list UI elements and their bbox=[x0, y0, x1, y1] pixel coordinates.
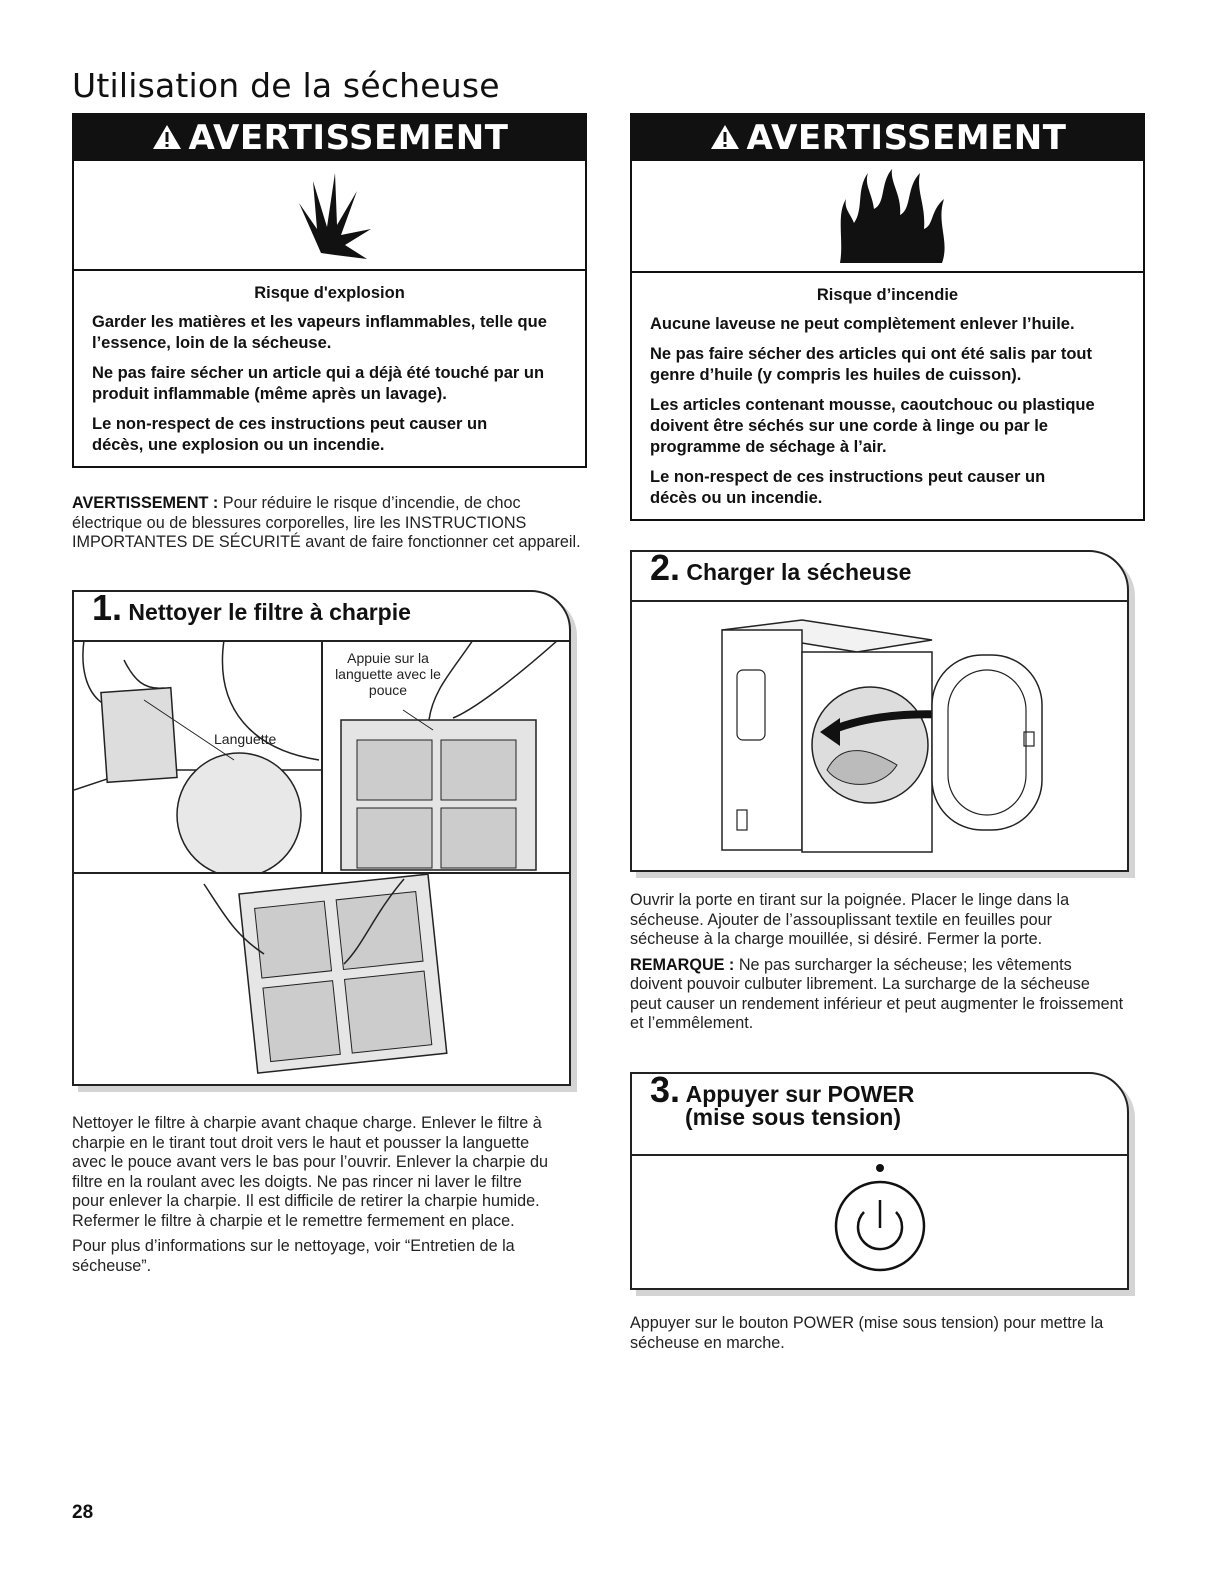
power-button-illustration bbox=[632, 1154, 1127, 1286]
step2-title: Charger la sécheuse bbox=[686, 559, 912, 585]
step3-title-line1: Appuyer sur POWER bbox=[685, 1081, 915, 1107]
step3-title-line2: (mise sous tension) bbox=[685, 1104, 901, 1130]
page-title: Utilisation de la sécheuse bbox=[72, 66, 500, 105]
warning-line: Ne pas faire sécher des articles qui ont été salis par tout genre d’huile (y compris les huiles de cuisson). bbox=[650, 345, 1092, 384]
step2-note-label: REMARQUE : bbox=[630, 955, 735, 974]
step1-panel bbox=[72, 587, 571, 1086]
warning-risk-title: Risque d'explosion bbox=[254, 284, 405, 302]
warning-line: Aucune laveuse ne peut complètement enlever l’huile. bbox=[650, 315, 1075, 333]
dryer-loading-illustration bbox=[632, 600, 1127, 868]
step1-title: Nettoyer le filtre à charpie bbox=[128, 599, 411, 625]
fire-icon bbox=[632, 161, 1143, 273]
step2-number: 2. bbox=[650, 547, 681, 588]
thumb-callout-label: Appuie sur la languette avec le pouce bbox=[335, 650, 441, 698]
step3-number: 3. bbox=[650, 1069, 681, 1110]
step1-paragraph: Pour plus d’informations sur le nettoyage, voir “Entretien de la sécheuse”. bbox=[72, 1237, 515, 1275]
warning-triangle-icon bbox=[709, 123, 741, 151]
step2-panel bbox=[630, 547, 1129, 872]
step2-paragraph: Ouvrir la porte en tirant sur la poignée. Placer le linge dans la sécheuse. Ajouter de l’assouplissant textile en feuilles pour sécheuse à la charge mouillée, si désiré. Fermer la porte. bbox=[630, 891, 1070, 948]
warning-line: Garder les matières et les vapeurs inflammables, telle que l’essence, loin de la sécheuse. bbox=[92, 313, 547, 352]
step1-number: 1. bbox=[92, 587, 123, 628]
power-icon bbox=[836, 1182, 924, 1270]
warning-line: Le non-respect de ces instructions peut causer un décès ou un incendie. bbox=[650, 468, 1046, 507]
tab-callout-label: Languette bbox=[214, 731, 277, 747]
lint-filter-removal-illustration bbox=[74, 640, 323, 874]
step3-panel bbox=[630, 1069, 1129, 1290]
warning-explosion-box bbox=[72, 113, 587, 468]
thumb-tab-illustration bbox=[323, 640, 569, 874]
warning-line: Le non-respect de ces instructions peut causer un décès, une explosion ou un incendie. bbox=[92, 415, 488, 454]
warning-header: AVERTISSEMENT bbox=[632, 115, 1143, 161]
warning-header: AVERTISSEMENT bbox=[74, 115, 585, 161]
step2-text bbox=[630, 891, 1125, 1040]
safety-note-text: Pour réduire le risque d’incendie, de choc électrique ou de blessures corporelles, lire les INSTRUCTIONS IMPORTANTES DE SÉCURITÉ avant de faire fonctionner cet appareil. bbox=[72, 494, 581, 551]
explosion-icon bbox=[74, 161, 585, 271]
lint-roll-illustration bbox=[74, 874, 569, 1082]
step1-header bbox=[74, 587, 569, 642]
step2-header bbox=[632, 547, 1127, 602]
warning-triangle-icon bbox=[151, 123, 183, 151]
step3-paragraph: Appuyer sur le bouton POWER (mise sous tension) pour mettre la sécheuse en marche. bbox=[630, 1314, 1104, 1352]
safety-note bbox=[72, 494, 582, 559]
step1-text bbox=[72, 1114, 550, 1282]
warning-line: Ne pas faire sécher un article qui a déjà été touché par un produit inflammable (même après un lavage). bbox=[92, 364, 545, 403]
step3-text bbox=[630, 1314, 1140, 1359]
warning-risk-title: Risque d’incendie bbox=[816, 286, 959, 304]
warning-fire-box bbox=[630, 113, 1145, 521]
safety-note-label: AVERTISSEMENT : bbox=[72, 494, 219, 512]
step1-paragraph: Nettoyer le filtre à charpie avant chaque charge. Enlever le filtre à charpie en le tirant tout droit vers le haut et pousser la languette avec le pouce avant vers le bas pour l’ouvrir. Enlever la charpie du filtre en la roulant avec les doigts. Ne pas rincer ni laver le filtre pour enlever la charpie. Il est difficile de retirer la charpie humide. Refermer le filtre à charpie et le remettre fermement en place. bbox=[72, 1114, 548, 1230]
step2-note-text: Ne pas surcharger la sécheuse; les vêtements doivent pouvoir culbuter librement. La surcharge de la sécheuse peut causer un rendement inférieur et peut augmenter le froissement et l’emmêlement. bbox=[630, 955, 1124, 1032]
warning-line: Les articles contenant mousse, caoutchouc ou plastique doivent être séchés sur une corde à linge ou par le programme de séchage à l’air. bbox=[650, 396, 1095, 456]
step3-header bbox=[632, 1069, 1127, 1156]
page-number: 28 bbox=[72, 1502, 94, 1523]
